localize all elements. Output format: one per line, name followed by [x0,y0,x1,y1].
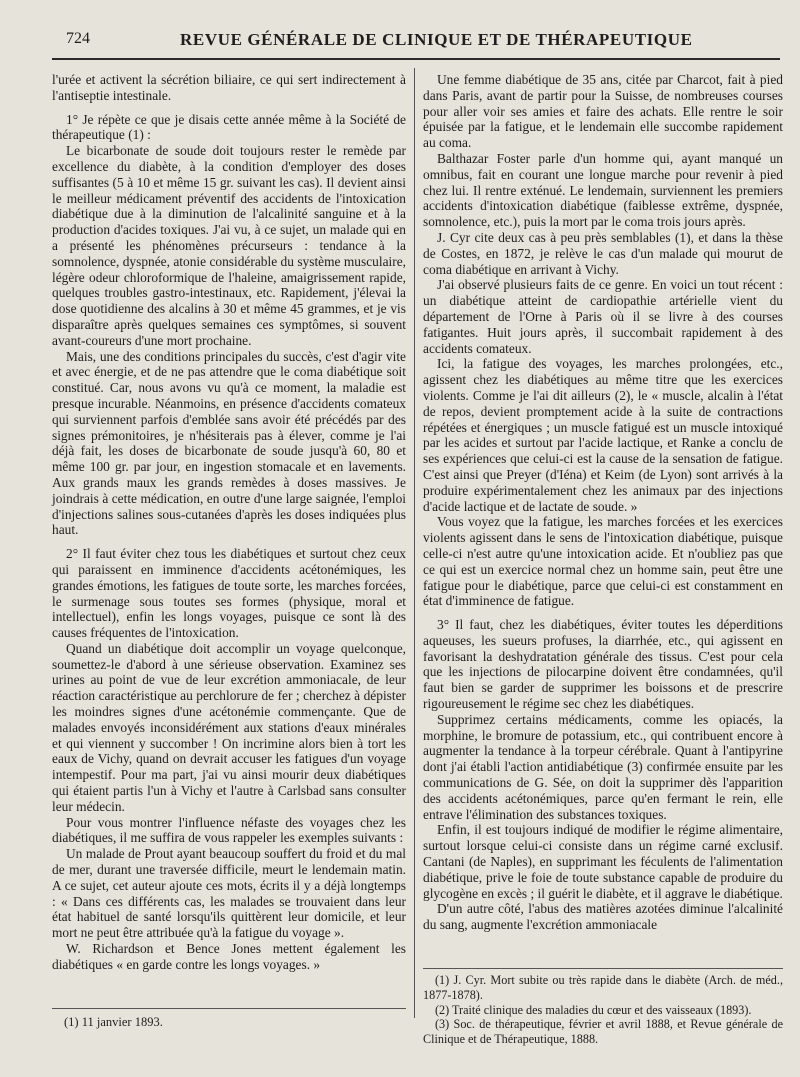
running-title: REVUE GÉNÉRALE DE CLINIQUE ET DE THÉRAPEUTIQUE [180,30,693,49]
paragraph: Le bicarbonate de soude doit toujours rester le remède par excellence du diabète, à la condition d'employer des doses suffisantes (5 à 10 et même 15 gr. suivant les cas). Il devient ainsi le meilleur médicament préventif des accidents de l'intoxication diabétique due à la diminution de l'alcalinité sanguine et à la production d'acides toxiques. J'ai vu, à ce sujet, un malade qui en a présenté les phénomènes précurseurs : tendance à la somnolence, dyspnée, atonie considérable du système musculaire, légère odeur chloroformique de l'haleine, amaigrissement rapide, quelques troubles gastro-intestinaux, etc. Rapidement, j'élevai la dose quotidienne des alcalins à 30 et même 45 grammes, et je vis disparaître après quelques semaines ces symptômes, si souvent avant-coureurs d'une mort prochaine. [52,143,406,348]
paragraph: l'urée et activent la sécrétion biliaire, ce qui sert indirectement à l'antiseptie intestinale. [52,72,406,103]
column-divider [414,68,415,1018]
paragraph: 1° Je répète ce que je disais cette année même à la Société de thérapeutique (1) : [52,111,406,143]
footnotes [423,973,783,1047]
paragraph: Mais, une des conditions principales du succès, c'est d'agir vite et avec énergie, et de ne pas attendre que le coma diabétique soit constitué. Car, nous avons vu qu'à ce moment, la maladie est presque incurable. Néanmoins, en présence d'accidents comateux qui surviennent parfois d'emblée sans avoir été précédés par des signes prémonitoires, je n'hésiterais pas à élever, comme je l'ai déjà fait, les doses de bicarbonate de soude jusqu'à 60, 80 et même 100 gr. par jour, en ingestion stomacale et en lavements. Aux grands maux les grands remèdes à doses massives. Je joindrais à cette médication, en outre d'une large saignée, l'emploi d'injections salines sous-cutanées d'après les doses indiquées plus haut. [52,348,406,538]
paragraph: Une femme diabétique de 35 ans, citée par Charcot, fait à pied dans Paris, avant de partir pour la Suisse, de nombreuses courses pour aller voir ses amies et faire des achats. Elle rentre le soir épuisée par la fatigue, et le lendemain elle succombe rapidement au coma. [423,72,783,151]
page-header [52,28,780,52]
footnote-rule [52,1008,406,1009]
right-column [423,72,783,933]
paragraph: Supprimez certains médicaments, comme les opiacés, la morphine, le bromure de potassium, etc., qui contribuent encore à augmenter la tendance à la torpeur cérébrale. Quant à l'antipyrine dont j'ai établi l'action antidiabétique (3) confirmée ensuite par les communications de G. Sée, on doit la supprimer dès l'apparition des accidents acétonémiques, parce qu'en fermant le rein, elle entrave l'élimination des substances toxiques. [423,711,783,822]
left-column [52,72,406,973]
paragraph: J. Cyr cite deux cas à peu près semblables (1), et dans la thèse de Costes, en 1872, je relève le cas d'un malade qui mourut de coma diabétique en arrivant à Vichy. [423,229,783,277]
footnote-rule [423,968,783,969]
paragraph: Balthazar Foster parle d'un homme qui, ayant manqué un omnibus, fait en courant une longue marche pour revenir à pied chez lui. Il rentre exténué. Le lendemain, surviennent les premiers accidents d'intoxication diabétique (faiblesse extrême, dyspnée, somnolence, etc.), puis la mort par le coma trois jours après. [423,150,783,230]
footnote: (1) 11 janvier 1893. [64,1015,163,1029]
paragraph: Vous voyez que la fatigue, les marches forcées et les exercices violents agissent dans le sens de l'intoxication diabétique, puisque celle-ci n'est autre qu'une intoxication acide. Et n'oubliez pas que ce qui est un exercice normal chez un homme sain, peut être une fatigue pour le diabétique, parce que celui-ci est constamment en état d'imminence de fatigue. [423,514,783,609]
paragraph: Pour vous montrer l'influence néfaste des voyages chez les diabétiques, il me suffira de vous rappeler les exemples suivants : [52,814,406,846]
footnote: (1) J. Cyr. Mort subite ou très rapide dans le diabète (Arch. de méd., 1877-1878). [423,973,783,1002]
footnote: (2) Traité clinique des maladies du cœur et des vaisseaux (1893). [435,1002,752,1017]
paragraph: Ici, la fatigue des voyages, les marches prolongées, etc., agissent chez les diabétiques au même titre que les exercices violents. Comme je l'ai dit ailleurs (2), le « muscle, alcalin à l'état de repos, devient promptement acide à la suite de contractions répétées et énergiques ; un muscle fatigué est un muscle intoxiqué par les acides et surtout par l'acide lactique, et Ranke a conclu de ses expériences que celui-ci est la cause de la sensation de fatigue. C'est ainsi que Preyer (d'Iéna) et Keim (de Lyon) sont arrivés à la produire expérimentalement chez les animaux par des injections d'acide lactique et de lactate de soude. » [423,356,783,514]
paragraph: Enfin, il est toujours indiqué de modifier le régime alimentaire, surtout lorsque celui-ci consiste dans un régime carné exclusif. Cantani (de Naples), en supprimant les féculents de l'alimentation diabétique, prive le foie de toute substance capable de produire du glycogène en excès ; il guérit le diabète, et il aggrave le diabétique. [423,822,783,901]
header-rule [52,58,780,60]
page-number: 724 [66,30,90,47]
paragraph: Un malade de Prout ayant beaucoup souffert du froid et du mal de mer, durant une traversée difficile, meurt le lendemain matin. A ce sujet, cet auteur ajoute ces mots, écrits il y a déjà longtemps : « Dans ces différents cas, les malades se trouvaient dans leur état habituel de santé lorsqu'ils quittèrent leur domicile, et leur mort ne peut être attribuée qu'à la fatigue du voyage ». [52,846,406,941]
footnote: (3) Soc. de thérapeutique, février et avril 1888, et Revue générale de Clinique et de Thérapeutique, 1888. [423,1017,783,1047]
paragraph: W. Richardson et Bence Jones mettent également les diabétiques « en garde contre les longs voyages. » [52,941,406,972]
paragraph: D'un autre côté, l'abus des matières azotées diminue l'alcalinité du sang, augmente l'excrétion ammoniacale [423,901,783,933]
paragraph: 3° Il faut, chez les diabétiques, éviter toutes les déperditions aqueuses, les sueurs profuses, la diarrhée, etc., qui agissent en favorisant la deshydratation générale des tissus. C'est pour cela que les injections de pilocarpine doivent être condamnées, qu'il faut bien se garder de supprimer les boissons et de prescrire rigoureusement le régime sec chez les diabétiques. [423,617,783,712]
paragraph: 2° Il faut éviter chez tous les diabétiques et surtout chez ceux qui paraissent en imminence d'accidents acétonémiques, les grandes émotions, les fatigues de toute sorte, les marches forcées, le surmenage sous toutes ses formes (physique, moral et intellectuel), enfin les longs voyages, puisque ce sont là des causes fréquentes de l'intoxication. [52,546,406,641]
paragraph: Quand un diabétique doit accomplir un voyage quelconque, soumettez-le d'abord à une sérieuse observation. Examinez ses urines au point de vue de leur excrétion ammoniacale, de leur réaction caractéristique au perchlorure de fer ; cherchez à dépister les moindres signes d'une acétonémie commençante. Que de malades envoyés inconsidérément aux stations d'eaux minérales et qui viennent y succomber ! On incrimine alors bien à tort les eaux de Vichy, quand on devrait accuser les fatigues d'un voyage intempestif. Pour ma part, j'ai vu ainsi mourir deux diabétiques qui étaient partis l'un à Vichy et l'autre à Carlsbad sans consulter leur médecin. [52,640,406,814]
paragraph: J'ai observé plusieurs faits de ce genre. En voici un tout récent : un diabétique atteint de cardiopathie artérielle vient du département de l'Orne à Paris où il se livre à des courses fatigantes. Huit jours après, il succombait rapidement à des accidents comateux. [423,277,783,356]
